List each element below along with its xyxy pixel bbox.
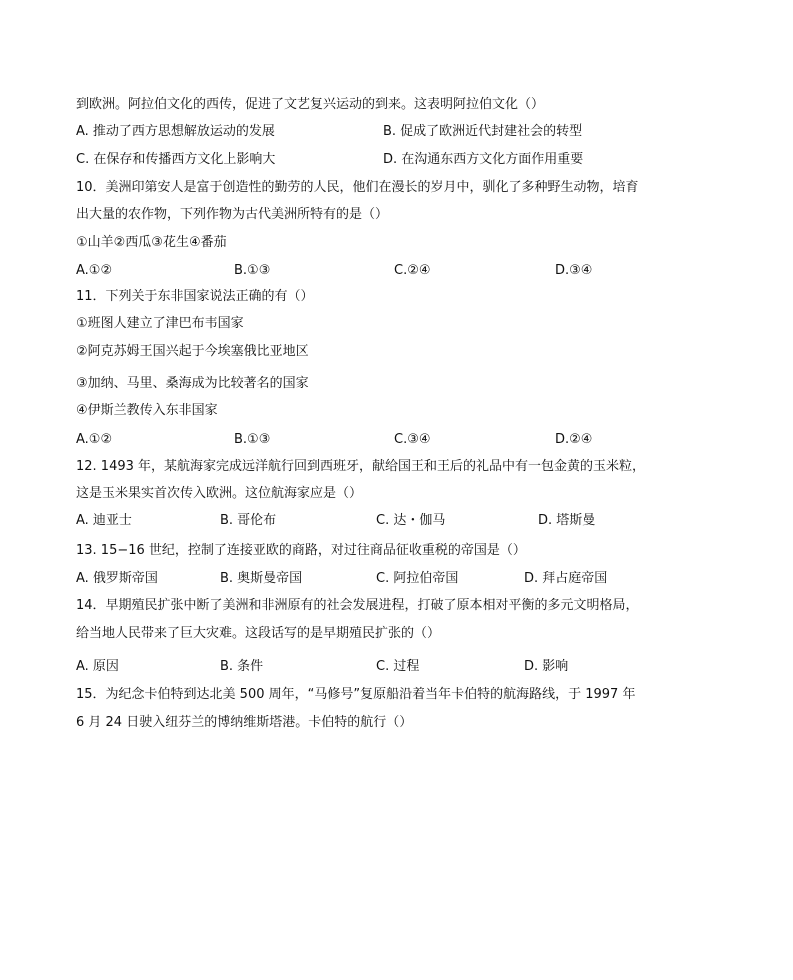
q12-stem-line1: 12. 1493 年，某航海家完成远洋航行回到西班牙，献给国王和王后的礼品中有一包金黄的玉米粒，	[76, 459, 646, 474]
q11-item-4: ④伊斯兰教传入东非国家	[76, 403, 218, 418]
q14-option-b: B. 条件	[220, 659, 264, 674]
q13-stem: 13. 15−16 世纪，控制了连接亚欧的商路，对过往商品征收重税的帝国是（）	[76, 543, 526, 558]
q15-stem-line2: 6 月 24 日驶入纽芬兰的博纳维斯塔港。卡伯特的航行（）	[76, 715, 413, 730]
q11-option-c: C.③④	[394, 432, 431, 447]
q11-item-1: ①班图人建立了津巴布韦国家	[76, 316, 244, 331]
q14-option-d: D. 影响	[524, 659, 569, 674]
q9-option-b: B. 促成了欧洲近代封建社会的转型	[383, 124, 583, 139]
q9-option-a: A. 推动了西方思想解放运动的发展	[76, 124, 275, 139]
q10-option-c: C.②④	[394, 263, 431, 278]
q12-option-a: A. 迪亚士	[76, 513, 132, 528]
q11-item-2: ②阿克苏姆王国兴起于今埃塞俄比亚地区	[76, 344, 309, 359]
q12-stem-line2: 这是玉米果实首次传入欧洲。这位航海家应是（）	[76, 486, 363, 501]
q10-stem-line2: 出大量的农作物，下列作物为古代美洲所特有的是（）	[76, 207, 389, 222]
q9-option-c: C. 在保存和传播西方文化上影响大	[76, 152, 276, 167]
q11-option-b: B.①③	[234, 432, 271, 447]
q9-stem-line: 到欧洲。阿拉伯文化的西传，促进了文艺复兴运动的到来。这表明阿拉伯文化（）	[76, 97, 545, 112]
q10-stem-line1: 10．美洲印第安人是富于创造性的勤劳的人民，他们在漫长的岁月中，驯化了多种野生动物，培育	[76, 180, 639, 195]
q13-option-a: A. 俄罗斯帝国	[76, 571, 158, 586]
q14-option-a: A. 原因	[76, 659, 119, 674]
q14-stem-line1: 14．早期殖民扩张中断了美洲和非洲原有的社会发展进程，打破了原本相对平衡的多元文明格局，	[76, 598, 639, 613]
q12-option-d: D. 塔斯曼	[538, 513, 596, 528]
q15-stem-line1: 15．为纪念卡伯特到达北美 500 周年，“马修号”复原船沿着当年卡伯特的航海路线，于 1997 年	[76, 687, 636, 702]
q10-option-b: B.①③	[234, 263, 271, 278]
q13-option-b: B. 奥斯曼帝国	[220, 571, 303, 586]
q11-item-3: ③加纳、马里、桑海成为比较著名的国家	[76, 376, 309, 391]
q10-option-d: D.③④	[555, 263, 593, 278]
q10-option-a: A.①②	[76, 263, 113, 278]
q12-option-b: B. 哥伦布	[220, 513, 277, 528]
q9-option-d: D. 在沟通东西方文化方面作用重要	[383, 152, 584, 167]
q13-option-c: C. 阿拉伯帝国	[376, 571, 459, 586]
q11-option-a: A.①②	[76, 432, 113, 447]
q13-option-d: D. 拜占庭帝国	[524, 571, 608, 586]
q14-option-c: C. 过程	[376, 659, 420, 674]
q11-option-d: D.②④	[555, 432, 593, 447]
q11-stem: 11．下列关于东非国家说法正确的有（）	[76, 289, 314, 304]
q12-option-c: C. 达・伽马	[376, 513, 446, 528]
q10-items: ①山羊②西瓜③花生④番茄	[76, 235, 227, 250]
q14-stem-line2: 给当地人民带来了巨大灾难。这段话写的是早期殖民扩张的（）	[76, 626, 441, 641]
